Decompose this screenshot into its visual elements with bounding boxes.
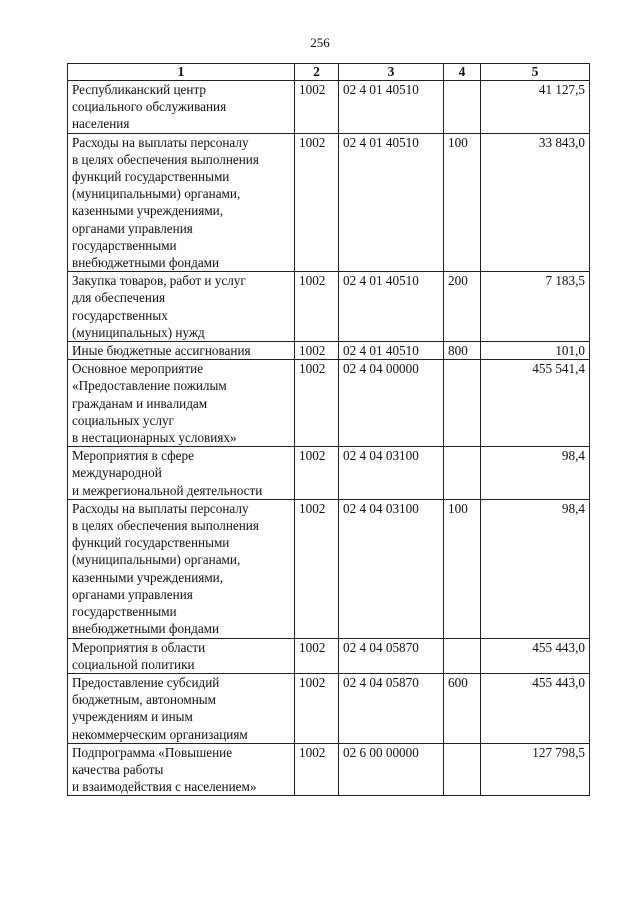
row-expense-type <box>444 447 481 500</box>
row-amount: 98,4 <box>481 447 590 500</box>
row-name: Расходы на выплаты персоналу в целях обеспечения выполнения функций государственными (муниципальными) органами, казенными учреждениями, органами управления государственными внебюджетными фондами <box>68 133 295 272</box>
header-cell-5: 5 <box>481 64 590 81</box>
row-name: Мероприятия в сфере международной и межрегиональной деятельности <box>68 447 295 500</box>
row-name: Подпрограмма «Повышение качества работы и взаимодействия с населением» <box>68 743 295 796</box>
row-name: Расходы на выплаты персоналу в целях обеспечения выполнения функций государственными (муниципальными) органами, казенными учреждениями, органами управления государственными внебюджетными фондами <box>68 499 295 638</box>
table-row <box>68 638 590 673</box>
row-name: Республиканский центр социального обслуживания населения <box>68 81 295 134</box>
row-amount: 455 541,4 <box>481 360 590 447</box>
row-expense-type <box>444 360 481 447</box>
row-target-code: 02 4 01 40510 <box>339 133 444 272</box>
row-amount: 41 127,5 <box>481 81 590 134</box>
row-expense-type: 200 <box>444 272 481 342</box>
row-target-code: 02 4 04 03100 <box>339 447 444 500</box>
row-amount: 7 183,5 <box>481 272 590 342</box>
header-cell-1: 1 <box>68 64 295 81</box>
row-expense-type <box>444 743 481 796</box>
row-section-code: 1002 <box>295 272 339 342</box>
row-name: Мероприятия в области социальной политики <box>68 638 295 673</box>
row-expense-type: 100 <box>444 133 481 272</box>
row-amount: 455 443,0 <box>481 638 590 673</box>
row-target-code: 02 4 04 00000 <box>339 360 444 447</box>
table-row <box>68 499 590 638</box>
table-row <box>68 743 590 796</box>
row-expense-type: 800 <box>444 342 481 360</box>
row-expense-type <box>444 81 481 134</box>
row-expense-type: 600 <box>444 673 481 743</box>
row-target-code: 02 4 01 40510 <box>339 272 444 342</box>
row-target-code: 02 4 01 40510 <box>339 342 444 360</box>
row-section-code: 1002 <box>295 447 339 500</box>
row-section-code: 1002 <box>295 342 339 360</box>
row-amount: 101,0 <box>481 342 590 360</box>
row-amount: 33 843,0 <box>481 133 590 272</box>
row-amount: 127 798,5 <box>481 743 590 796</box>
row-section-code: 1002 <box>295 499 339 638</box>
row-amount: 98,4 <box>481 499 590 638</box>
table-row <box>68 360 590 447</box>
table-row <box>68 81 590 134</box>
row-amount: 455 443,0 <box>481 673 590 743</box>
row-expense-type <box>444 638 481 673</box>
row-section-code: 1002 <box>295 360 339 447</box>
row-section-code: 1002 <box>295 743 339 796</box>
row-name: Предоставление субсидий бюджетным, автономным учреждениям и иным некоммерческим организациям <box>68 673 295 743</box>
page-number: 256 <box>310 35 330 50</box>
row-section-code: 1002 <box>295 81 339 134</box>
table-row <box>68 447 590 500</box>
row-target-code: 02 6 00 00000 <box>339 743 444 796</box>
row-target-code: 02 4 04 05870 <box>339 673 444 743</box>
table-row <box>68 272 590 342</box>
header-row <box>68 64 590 81</box>
row-target-code: 02 4 04 05870 <box>339 638 444 673</box>
row-section-code: 1002 <box>295 673 339 743</box>
row-expense-type: 100 <box>444 499 481 638</box>
header-cell-4: 4 <box>444 64 481 81</box>
budget-table <box>67 63 590 796</box>
header-cell-2: 2 <box>295 64 339 81</box>
table-row <box>68 342 590 360</box>
table-row <box>68 133 590 272</box>
row-name: Закупка товаров, работ и услуг для обеспечения государственных (муниципальных) нужд <box>68 272 295 342</box>
row-section-code: 1002 <box>295 638 339 673</box>
row-section-code: 1002 <box>295 133 339 272</box>
row-name: Иные бюджетные ассигнования <box>68 342 295 360</box>
header-cell-3: 3 <box>339 64 444 81</box>
table-row <box>68 673 590 743</box>
row-target-code: 02 4 04 03100 <box>339 499 444 638</box>
row-target-code: 02 4 01 40510 <box>339 81 444 134</box>
row-name: Основное мероприятие «Предоставление пожилым гражданам и инвалидам социальных услуг в нестационарных условиях» <box>68 360 295 447</box>
